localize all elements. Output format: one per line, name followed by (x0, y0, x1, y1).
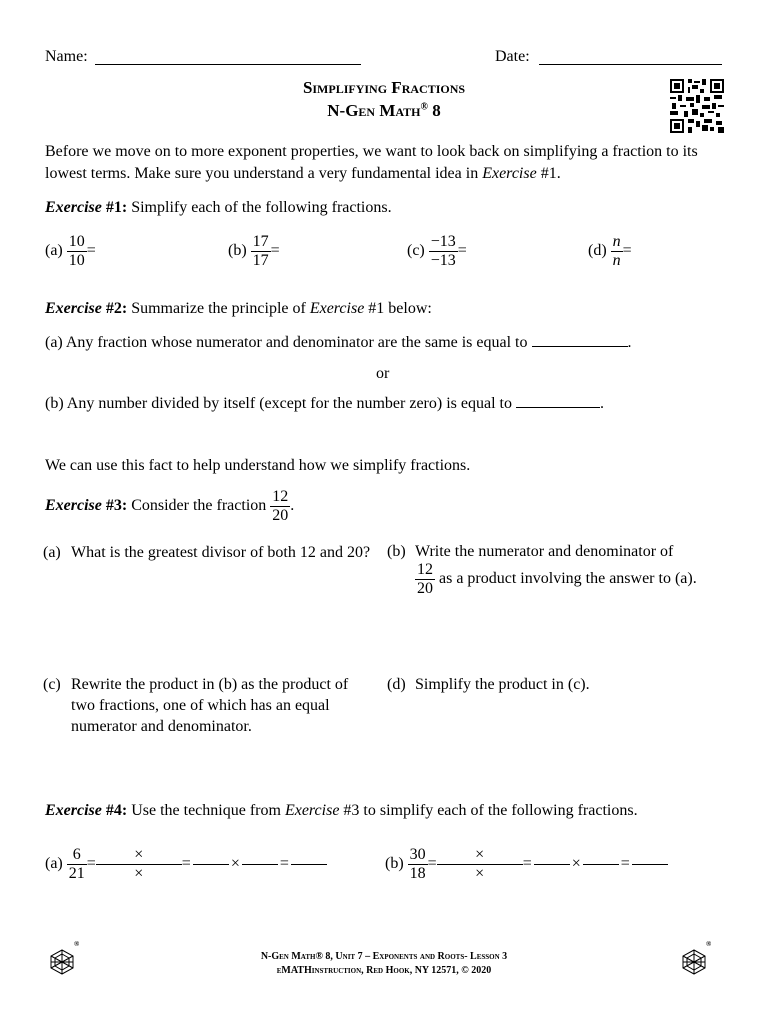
footer-line-2: eMATHinstruction, Red Hook, NY 12571, © 2020 (276, 965, 492, 976)
or-text: or (376, 365, 390, 382)
fraction: $\frac{-13}{-13}$ (430, 233, 456, 269)
answer-blank[interactable] (242, 864, 278, 865)
exercise-1-prompt: Exercise #1: Simplify each of the following fractions. (45, 199, 392, 216)
logo-reg-mark-right: ® (706, 940, 712, 948)
exercise-1-item: (c) $\frac{-13}{-13}$ = (407, 233, 467, 269)
answer-blank[interactable] (632, 864, 668, 865)
answer-product-fraction[interactable]: $\frac{\times}{\times}$ (96, 846, 182, 882)
fraction: $\frac{n}{n}$ (612, 233, 621, 269)
emath-logo-icon (678, 946, 712, 976)
date-label: Date: (495, 48, 530, 65)
answer-blank[interactable] (291, 864, 327, 865)
exercise-1-item: (a) $\frac{10}{10}$ = (45, 233, 96, 269)
exercise-3c: (c) Rewrite the product in (b) as the product of two fractions, one of which has an equal numerator and denominator. (43, 676, 349, 735)
qr-code-icon (670, 79, 724, 133)
answer-product-fraction[interactable]: $\frac{\times}{\times}$ (437, 846, 523, 882)
answer-blank[interactable] (193, 864, 229, 865)
footer-line-1: N-Gen Math® 8, Unit 7 – Exponents and Roots- Lesson 3 (260, 951, 508, 962)
fraction: $\frac{10}{10}$ (68, 233, 85, 269)
exercise-4-item: (b) $\frac{30}{18}$ = $\frac{\times}{\times}$ = × = (385, 846, 670, 882)
answer-blank[interactable] (534, 864, 570, 865)
exercise-2b-blank[interactable] (516, 407, 600, 408)
name-label: Name: (45, 48, 88, 65)
answer-blank[interactable] (583, 864, 619, 865)
exercise-4-item: (a) $\frac{6}{21}$ = $\frac{\times}{\times}$ = × = (45, 846, 329, 882)
fraction-12-20-b: $\frac{12}{20}$ (417, 561, 433, 597)
page-subtitle: N-Gen Math® 8 (327, 101, 441, 120)
exercise-2-prompt: Exercise #2: Summarize the principle of Exercise #1 below: (45, 300, 432, 317)
exercise-3b: (b) Write the numerator and denominator of $\frac{12}{20}$ as a product involving the answer to (a). (387, 543, 697, 597)
exercise-2a: (a) Any fraction whose numerator and denominator are the same is equal to . (45, 334, 632, 351)
fraction: $\frac{6}{21}$ (68, 846, 85, 882)
intro-paragraph: Before we move on to more exponent properties, we want to look back on simplifying a fraction to its lowest terms. Make sure you understand a very fundamental idea in Exercise #1. (45, 143, 698, 182)
exercise-3a: (a) What is the greatest divisor of both 12 and 20? (43, 544, 371, 561)
page-title: Simplifying Fractions (302, 78, 466, 97)
name-field[interactable] (95, 64, 361, 65)
exercise-3d: (d) Simplify the product in (c). (387, 676, 590, 693)
fraction: $\frac{17}{17}$ (252, 233, 269, 269)
exercise-4-prompt: Exercise #4: Use the technique from Exercise #3 to simplify each of the following fractions. (45, 802, 638, 819)
exercise-1-item: (d) $\frac{n}{n}$ = (588, 233, 632, 269)
exercise-3-prompt: Exercise #3: Consider the fraction $\frac{12}{20}$ . (45, 488, 295, 524)
date-field[interactable] (539, 64, 722, 65)
logo-reg-mark-left: ® (74, 940, 80, 948)
fact-text: We can use this fact to help understand how we simplify fractions. (45, 457, 471, 474)
fraction: $\frac{30}{18}$ (409, 846, 426, 882)
fraction-12-20: $\frac{12}{20}$ (272, 488, 289, 524)
exercise-1-item: (b) $\frac{17}{17}$ = (228, 233, 280, 269)
exercise-2a-blank[interactable] (532, 346, 628, 347)
exercise-2b: (b) Any number divided by itself (except for the number zero) is equal to . (45, 395, 604, 412)
